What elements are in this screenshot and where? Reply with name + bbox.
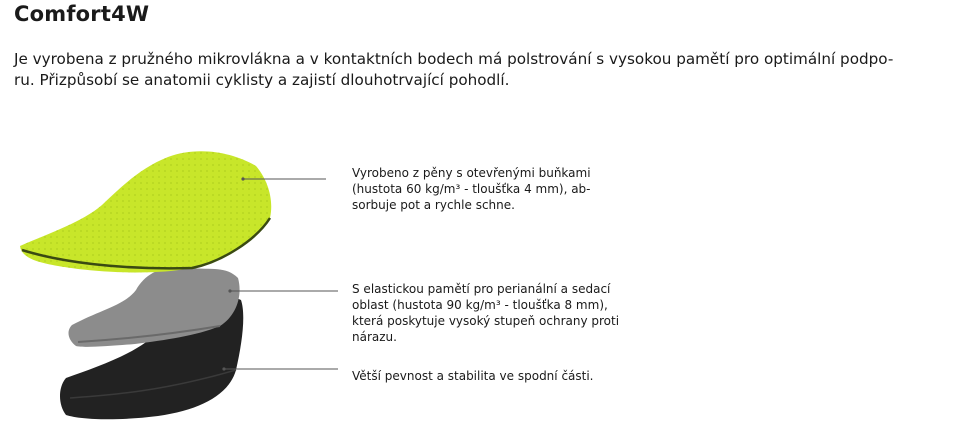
- leader-dot-middle: [228, 289, 231, 292]
- intro-line: ru. Přizpůsobí se anatomii cyklisty a zajistí dlouhotrvající pohodlí.: [14, 71, 510, 89]
- leader-dot-bottom: [222, 367, 225, 370]
- leader-dot-top: [241, 177, 244, 180]
- top-foam-layer: [20, 151, 271, 272]
- description-line: nárazu.: [352, 330, 397, 344]
- description-line: S elastickou pamětí pro perianální a sedací: [352, 282, 611, 296]
- bottom-layer-description: [352, 368, 594, 384]
- description-line: sorbuje pot a rychle schne.: [352, 198, 515, 212]
- intro-paragraph: [14, 49, 949, 91]
- page-title: Comfort4W: [14, 2, 150, 26]
- description-line: oblast (hustota 90 kg/m³ - tloušťka 8 mm),: [352, 298, 608, 312]
- description-line: Vyrobeno z pěny s otevřenými buňkami: [352, 166, 591, 180]
- top-layer-description: [352, 165, 591, 213]
- description-line: Větší pevnost a stabilita ve spodní části.: [352, 369, 594, 383]
- middle-layer-description: [352, 281, 619, 345]
- intro-line: Je vyrobena z pružného mikrovlákna a v kontaktních bodech má polstrování s vysokou pamětí pro optimální podpo-: [14, 50, 894, 68]
- description-line: která poskytuje vysoký stupeň ochrany proti: [352, 314, 620, 328]
- description-line: (hustota 60 kg/m³ - tloušťka 4 mm), ab-: [352, 182, 591, 196]
